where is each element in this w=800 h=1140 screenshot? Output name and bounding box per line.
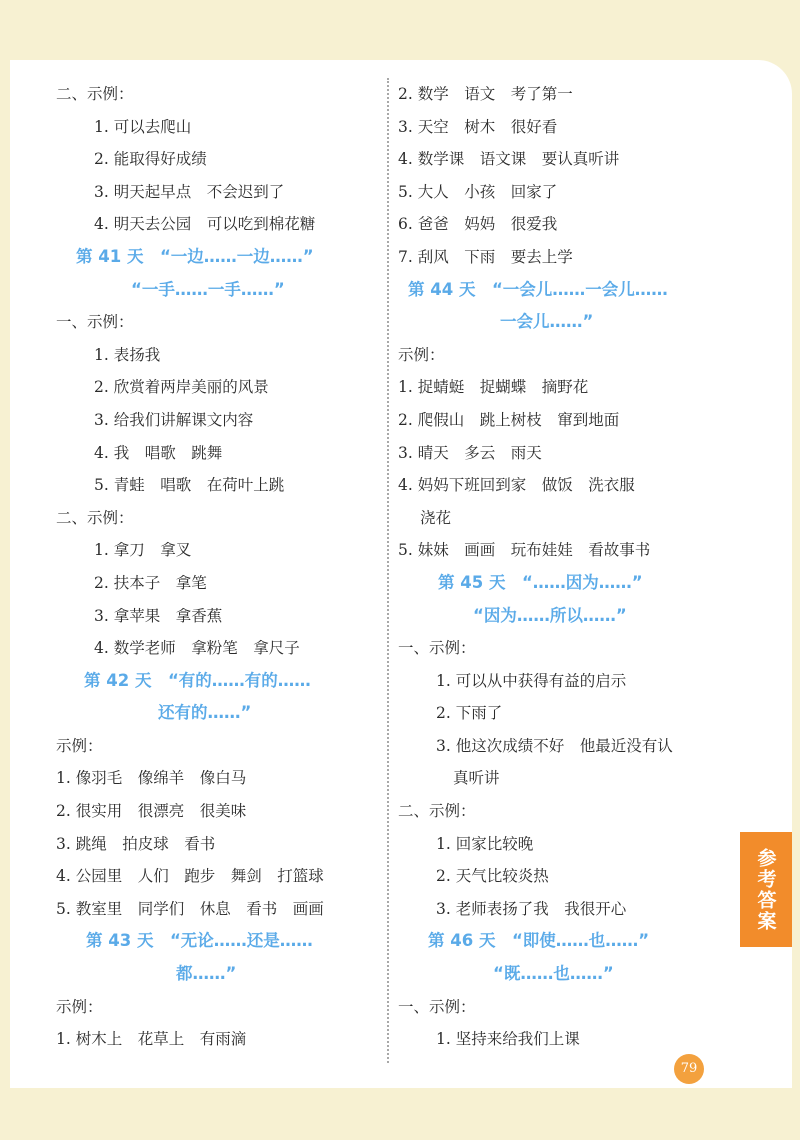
answer-line: 一、示例：: [398, 997, 476, 1016]
answer-line: 1. 坚持来给我们上课: [436, 1030, 580, 1049]
section-heading: 第 46 天 “即使……也……”: [428, 931, 650, 951]
answer-line: 一、示例：: [398, 639, 476, 658]
section-heading: 第 44 天 “一会儿……一会儿……: [408, 279, 668, 299]
answer-line: 3. 给我们讲解课文内容: [94, 410, 254, 429]
section-heading: “一手……一手……”: [131, 279, 285, 299]
answer-line: 3. 老师表扬了我 我很开心: [436, 899, 627, 918]
answer-line: 2. 欣赏着两岸美丽的风景: [94, 378, 269, 397]
section-heading: 第 43 天 “无论……还是……: [86, 931, 313, 951]
answer-line: 4. 公园里 人们 跑步 舞剑 打篮球: [56, 867, 324, 886]
answer-line: 3. 拿苹果 拿香蕉: [94, 606, 223, 625]
section-heading: “既……也……”: [493, 964, 614, 984]
answer-line: 3. 天空 树木 很好看: [398, 117, 558, 136]
answer-line: 4. 明天去公园 可以吃到棉花糖: [94, 215, 316, 234]
column-divider: [387, 78, 389, 1063]
answer-line: 1. 可以从中获得有益的启示: [436, 671, 627, 690]
answer-line: 2. 下雨了: [436, 704, 503, 723]
section-heading: “因为……所以……”: [473, 605, 627, 625]
right-column: [398, 78, 738, 1056]
page-number: 79: [674, 1054, 704, 1084]
answer-line: 5. 大人 小孩 回家了: [398, 182, 558, 201]
answer-line: 2. 数学 语文 考了第一: [398, 85, 573, 103]
answer-line: 1. 表扬我: [94, 345, 161, 364]
section-heading: 第 41 天 “一边……一边……”: [76, 246, 314, 266]
answer-line: 2. 扶本子 拿笔: [94, 573, 207, 592]
answer-line: 1. 像羽毛 像绵羊 像白马: [56, 769, 247, 788]
answer-line: 4. 数学老师 拿粉笔 拿尺子: [94, 639, 300, 658]
answer-line: 5. 青蛙 唱歌 在荷叶上跳: [94, 476, 285, 495]
answer-line: 4. 数学课 语文课 要认真听讲: [398, 150, 620, 169]
answer-line: 1. 回家比较晚: [436, 834, 534, 853]
answer-line: 3. 他这次成绩不好 他最近没有认: [436, 736, 673, 755]
answer-line: 1. 捉蜻蜓 捉蝴蝶 摘野花: [398, 378, 589, 397]
answer-line: 6. 爸爸 妈妈 很爱我: [398, 215, 558, 234]
answer-line: 2. 很实用 很漂亮 很美味: [56, 802, 247, 821]
answer-line: 示例：: [398, 345, 445, 364]
answer-line: 示例：: [56, 997, 103, 1016]
answer-line: 4. 妈妈下班回到家 做饭 洗衣服: [398, 476, 635, 495]
answer-line: 5. 妹妹 画画 玩布娃娃 看故事书: [398, 541, 651, 560]
section-heading: 第 45 天 “……因为……”: [438, 572, 643, 592]
answer-line: 2. 爬假山 跳上树枝 窜到地面: [398, 410, 620, 429]
answer-line: 真听讲: [453, 769, 500, 788]
answer-line: 4. 我 唱歌 跳舞: [94, 443, 223, 462]
answer-line: 2. 天气比较炎热: [436, 867, 549, 886]
answer-line: 示例：: [56, 736, 103, 755]
answer-line: 1. 可以去爬山: [94, 117, 192, 136]
section-heading: 还有的……”: [158, 703, 252, 723]
answer-line: 3. 跳绳 拍皮球 看书: [56, 834, 216, 853]
answer-line: 1. 树木上 花草上 有雨滴: [56, 1030, 247, 1049]
answer-line: 二、示例：: [56, 508, 134, 527]
section-heading: 第 42 天 “有的……有的……: [84, 670, 311, 690]
answer-line: 一、示例：: [56, 313, 134, 332]
answer-key-tab: 参考答案: [740, 832, 792, 947]
answer-line: 二、示例：: [398, 802, 476, 821]
answer-line: 5. 教室里 同学们 休息 看书 画画: [56, 899, 324, 918]
section-heading: 都……”: [176, 964, 237, 984]
answer-line: 1. 拿刀 拿叉: [94, 541, 192, 560]
answer-line: 7. 刮风 下雨 要去上学: [398, 247, 573, 266]
answer-line: 浇花: [420, 508, 452, 527]
answer-line: 2. 能取得好成绩: [94, 150, 207, 169]
section-heading: 一会儿……”: [500, 312, 594, 332]
answer-line: 3. 明天起早点 不会迟到了: [94, 182, 285, 201]
answer-line: 二、示例：: [56, 85, 134, 103]
answer-line: 3. 晴天 多云 雨天: [398, 443, 542, 462]
left-column: [56, 78, 376, 1056]
